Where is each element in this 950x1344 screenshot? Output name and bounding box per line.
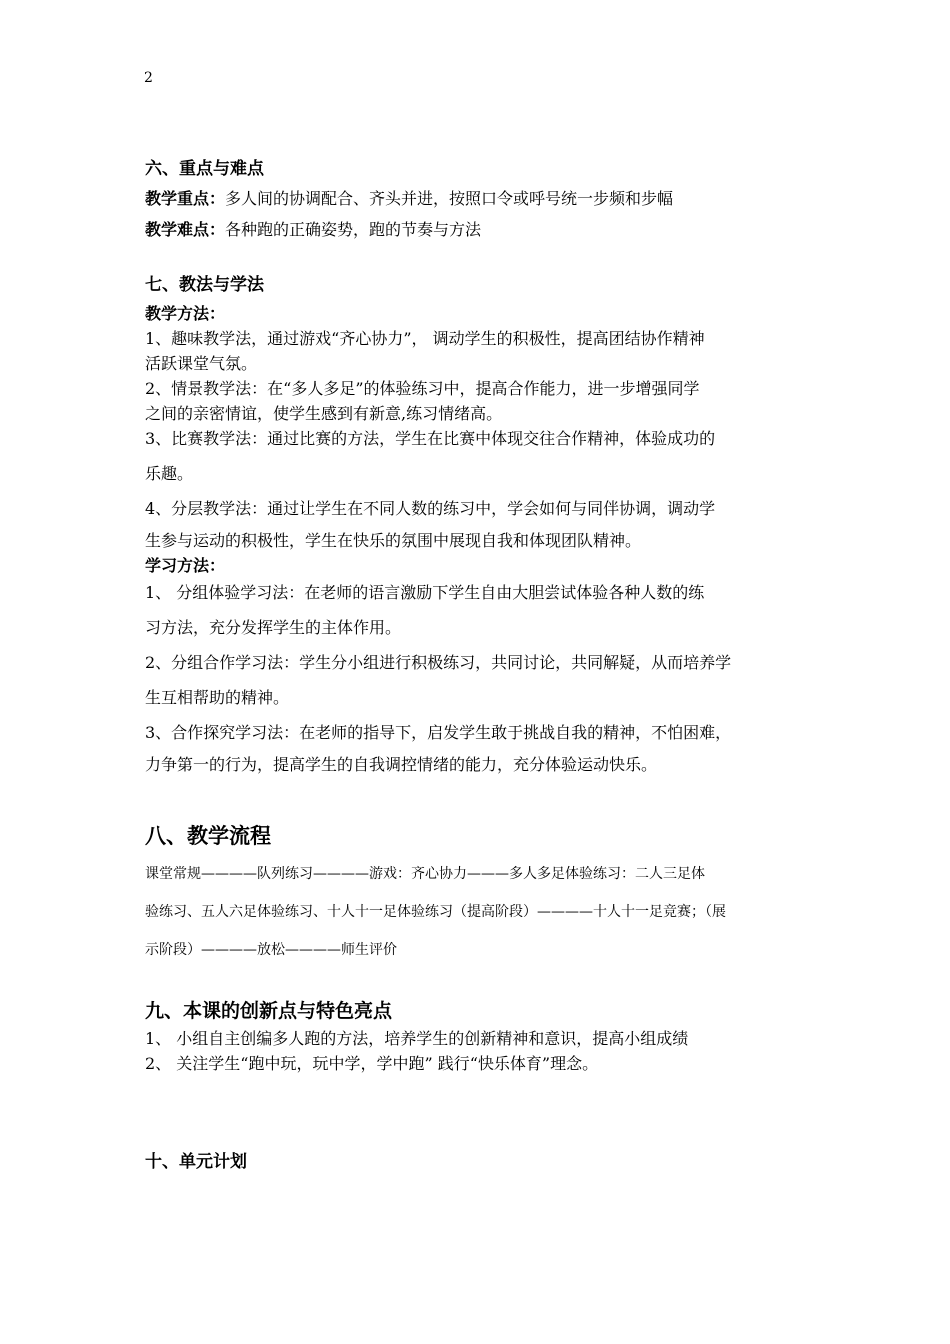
method-item-2-line-1: 2、情景教学法：在“多人多足”的体验练习中，提高合作能力，进一步增强同学 (145, 379, 700, 398)
section-key-points (145, 157, 815, 242)
difficulty-text: 各种跑的正确姿势，跑的节奏与方法 (225, 220, 482, 239)
difficulty-label: 教学难点： (145, 220, 226, 239)
method-item-3-line-1: 3、比赛教学法：通过比赛的方法，学生在比赛中体现交往合作精神，体验成功的 (145, 429, 716, 448)
difficulty-line (145, 217, 815, 242)
method-item-2-line-2: 之间的亲密情谊，使学生感到有新意,练习情绪高。 (145, 404, 503, 423)
learning-item-3-line-2: 力争第一的行为，提高学生的自我调控情绪的能力，充分体验运动快乐。 (145, 755, 658, 774)
learning-item-1-line-2: 习方法，充分发挥学生的主体作用。 (145, 618, 402, 637)
method-item-3-line-2: 乐趣。 (145, 464, 194, 483)
section-innovation (145, 998, 815, 1076)
learning-item-1-line-1: 1、 分组体验学习法：在老师的语言激励下学生自由大胆尝试体验各种人数的练 (145, 583, 705, 602)
flow-line-3: 示阶段）————放松————师生评价 (145, 942, 397, 958)
learning-item-3-line-1: 3、合作探究学习法：在老师的指导下，启发学生敢于挑战自我的精神，不怕困难， (145, 723, 732, 742)
section-heading: 九、本课的创新点与特色亮点 (145, 1000, 393, 1022)
focus-label: 教学重点： (145, 189, 226, 208)
learning-item-2-line-2: 生互相帮助的精神。 (145, 688, 290, 707)
innovation-item-1: 1、 小组自主创编多人跑的方法，培养学生的创新精神和意识，提高小组成绩 (145, 1029, 689, 1048)
method-item-4-line-1: 4、分层教学法：通过让学生在不同人数的练习中，学会如何与同伴协调，调动学 (145, 499, 716, 518)
method-item-1-line-2: 活跃课堂气氛。 (145, 354, 258, 373)
page-number: 2 (144, 70, 153, 86)
learning-item-2-line-1: 2、分组合作学习法：学生分小组进行积极练习，共同讨论，共同解疑，从而培养学 (145, 653, 732, 672)
teaching-methods-label: 教学方法： (145, 304, 226, 323)
flow-line-1: 课堂常规————队列练习————游戏：齐心协力———多人多足体验练习：二人三足体 (145, 866, 705, 882)
section-heading: 七、教法与学法 (145, 275, 264, 295)
section-heading: 十、单元计划 (145, 1152, 247, 1172)
section-unit-plan (145, 1150, 815, 1174)
section-teaching-flow (145, 822, 815, 963)
section-heading: 六、重点与难点 (145, 159, 264, 179)
method-item-4-line-2: 生参与运动的积极性，学生在快乐的氛围中展现自我和体现团队精神。 (145, 531, 642, 550)
section-methods (145, 273, 815, 777)
innovation-item-2: 2、 关注学生“跑中玩，玩中学，学中跑” 践行“快乐体育”理念。 (145, 1054, 599, 1073)
focus-line (145, 186, 815, 211)
section-heading: 八、教学流程 (145, 823, 271, 848)
focus-text: 多人间的协调配合、齐头并进，按照口令或呼号统一步频和步幅 (225, 189, 674, 208)
method-item-1-line-1: 1、趣味教学法，通过游戏“齐心协力”， 调动学生的积极性，提高团结协作精神 (145, 329, 705, 348)
learning-methods-label: 学习方法： (145, 556, 226, 575)
flow-line-2: 验练习、五人六足体验练习、十人十一足体验练习（提高阶段）————十人十一足竞赛；（展 (145, 904, 726, 920)
